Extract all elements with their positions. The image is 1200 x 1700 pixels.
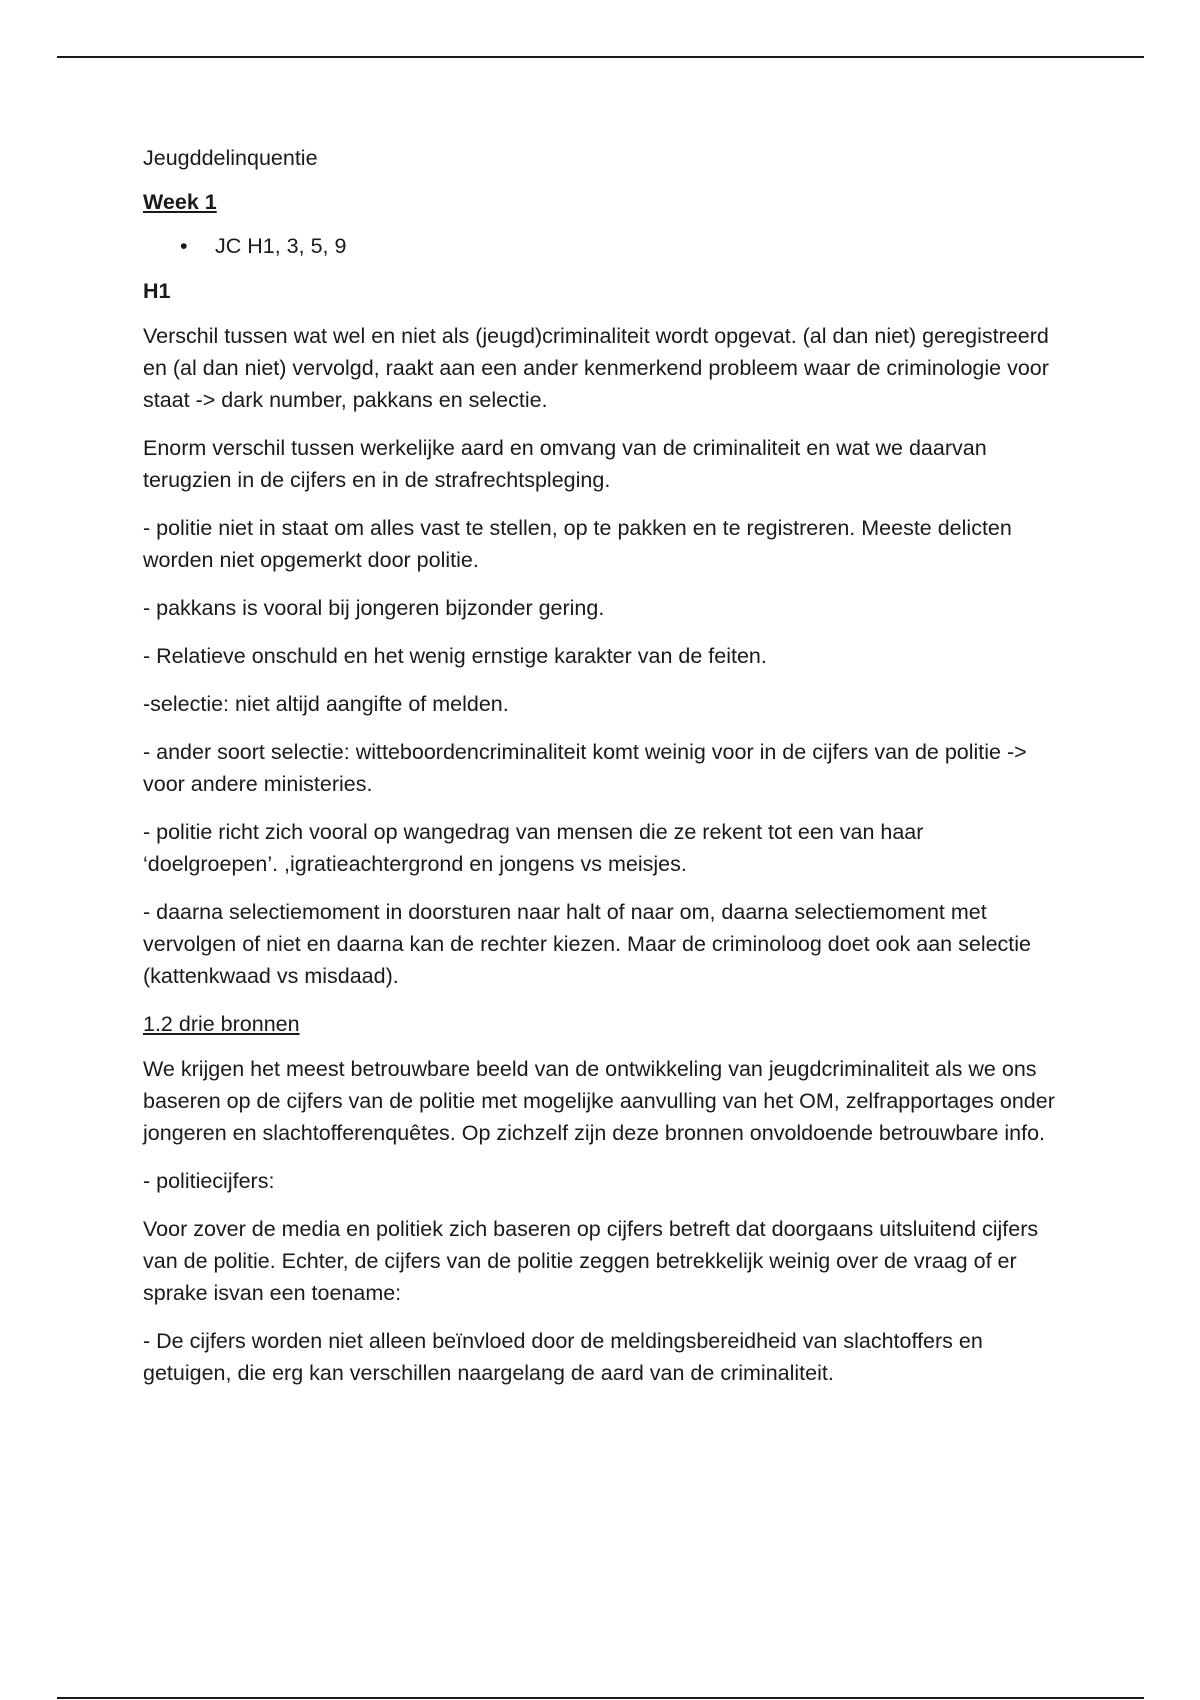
- paragraph: - politie richt zich vooral op wangedrag van mensen die ze rekent tot een van haar ‘doelgroepen’. ,igratieachtergrond en jongens vs meisjes.: [143, 820, 924, 876]
- reading-list: [143, 230, 1063, 262]
- paragraph: We krijgen het meest betrouwbare beeld van de ontwikkeling van jeugdcriminaliteit als we ons baseren op de cijfers van de politie met mogelijke aanvulling van het OM, zelfrapportages onder jongeren en slachtofferenquêtes. Op zichzelf zijn deze bronnen onvoldoende betrouwbare info.: [143, 1057, 1055, 1145]
- paragraph: - De cijfers worden niet alleen beïnvloed door de meldingsbereidheid van slachtoffers en getuigen, die erg kan verschillen naargelang de aard van de criminaliteit.: [143, 1329, 983, 1385]
- document-body: [143, 142, 1063, 1405]
- paragraph: - pakkans is vooral bij jongeren bijzonder gering.: [143, 596, 605, 620]
- week-heading: Week 1: [143, 190, 217, 214]
- paragraph: -selectie: niet altijd aangifte of melden.: [143, 692, 509, 716]
- page-bottom-rule: [57, 1697, 1144, 1699]
- section-heading: H1: [143, 279, 171, 303]
- paragraph: - ander soort selectie: witteboordencriminaliteit komt weinig voor in de cijfers van de politie -> voor andere ministeries.: [143, 740, 1027, 796]
- page-top-rule: [57, 56, 1144, 58]
- paragraph: Voor zover de media en politiek zich baseren op cijfers betreft dat doorgaans uitsluitend cijfers van de politie. Echter, de cijfers van de politie zeggen betrekkelijk weinig over de vraag of er sprake isvan een toename:: [143, 1217, 1039, 1305]
- document-title: Jeugddelinquentie: [143, 146, 318, 170]
- list-item: [143, 230, 1063, 262]
- paragraph: - politie niet in staat om alles vast te stellen, op te pakken en te registreren. Meeste delicten worden niet opgemerkt door politie.: [143, 516, 1012, 572]
- paragraph: - politiecijfers:: [143, 1169, 275, 1193]
- bullet-icon: •: [180, 234, 188, 258]
- subsection-heading: 1.2 drie bronnen: [143, 1012, 300, 1036]
- paragraph: Verschil tussen wat wel en niet als (jeugd)criminaliteit wordt opgevat. (al dan niet) geregistreerd en (al dan niet) vervolgd, raakt aan een ander kenmerkend probleem waar de criminologie voor staat -> dark number, pakkans en selectie.: [143, 324, 1049, 412]
- list-item-text: JC H1, 3, 5, 9: [215, 234, 347, 258]
- paragraph: - daarna selectiemoment in doorsturen naar halt of naar om, daarna selectiemoment met vervolgen of niet en daarna kan de rechter kiezen. Maar de criminoloog doet ook aan selectie (kattenkwaad vs misdaad).: [143, 900, 1032, 988]
- paragraph: Enorm verschil tussen werkelijke aard en omvang van de criminaliteit en wat we daarvan terugzien in de cijfers en in de strafrechtspleging.: [143, 436, 987, 492]
- paragraph: - Relatieve onschuld en het wenig ernstige karakter van de feiten.: [143, 644, 767, 668]
